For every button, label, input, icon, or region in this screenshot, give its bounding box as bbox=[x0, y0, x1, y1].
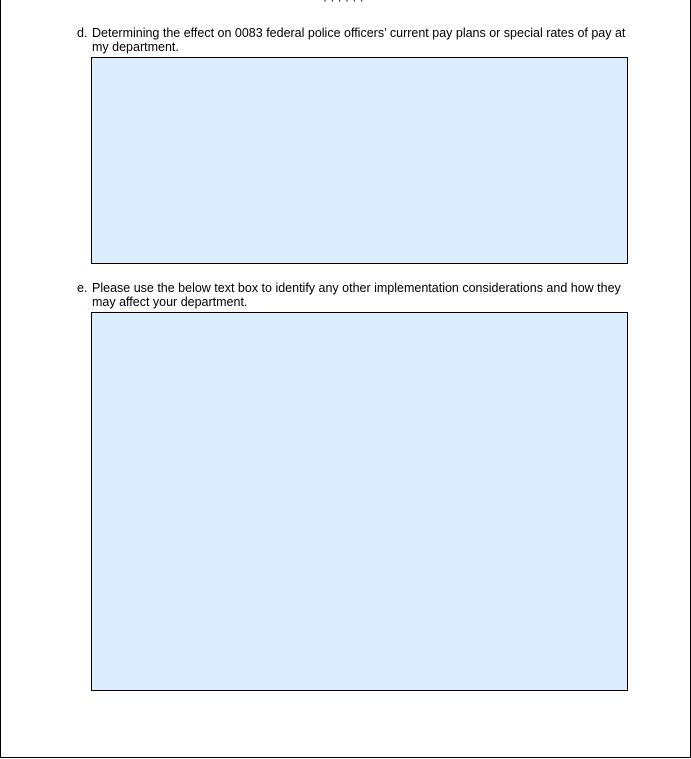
question-d bbox=[77, 26, 637, 54]
question-e bbox=[77, 281, 637, 309]
question-e-text: Please use the below text box to identify any other implementation considerations and how they may affect your department. bbox=[92, 281, 621, 309]
question-d-letter: d. bbox=[77, 26, 88, 40]
question-d-text: Determining the effect on 0083 federal police officers’ current pay plans or special rates of pay at my department. bbox=[92, 26, 626, 54]
answer-field-d[interactable] bbox=[91, 57, 628, 264]
answer-field-e[interactable] bbox=[91, 312, 628, 691]
cut-off-header-text: · · · · · · bbox=[323, 0, 364, 7]
question-e-letter: e. bbox=[77, 281, 88, 295]
